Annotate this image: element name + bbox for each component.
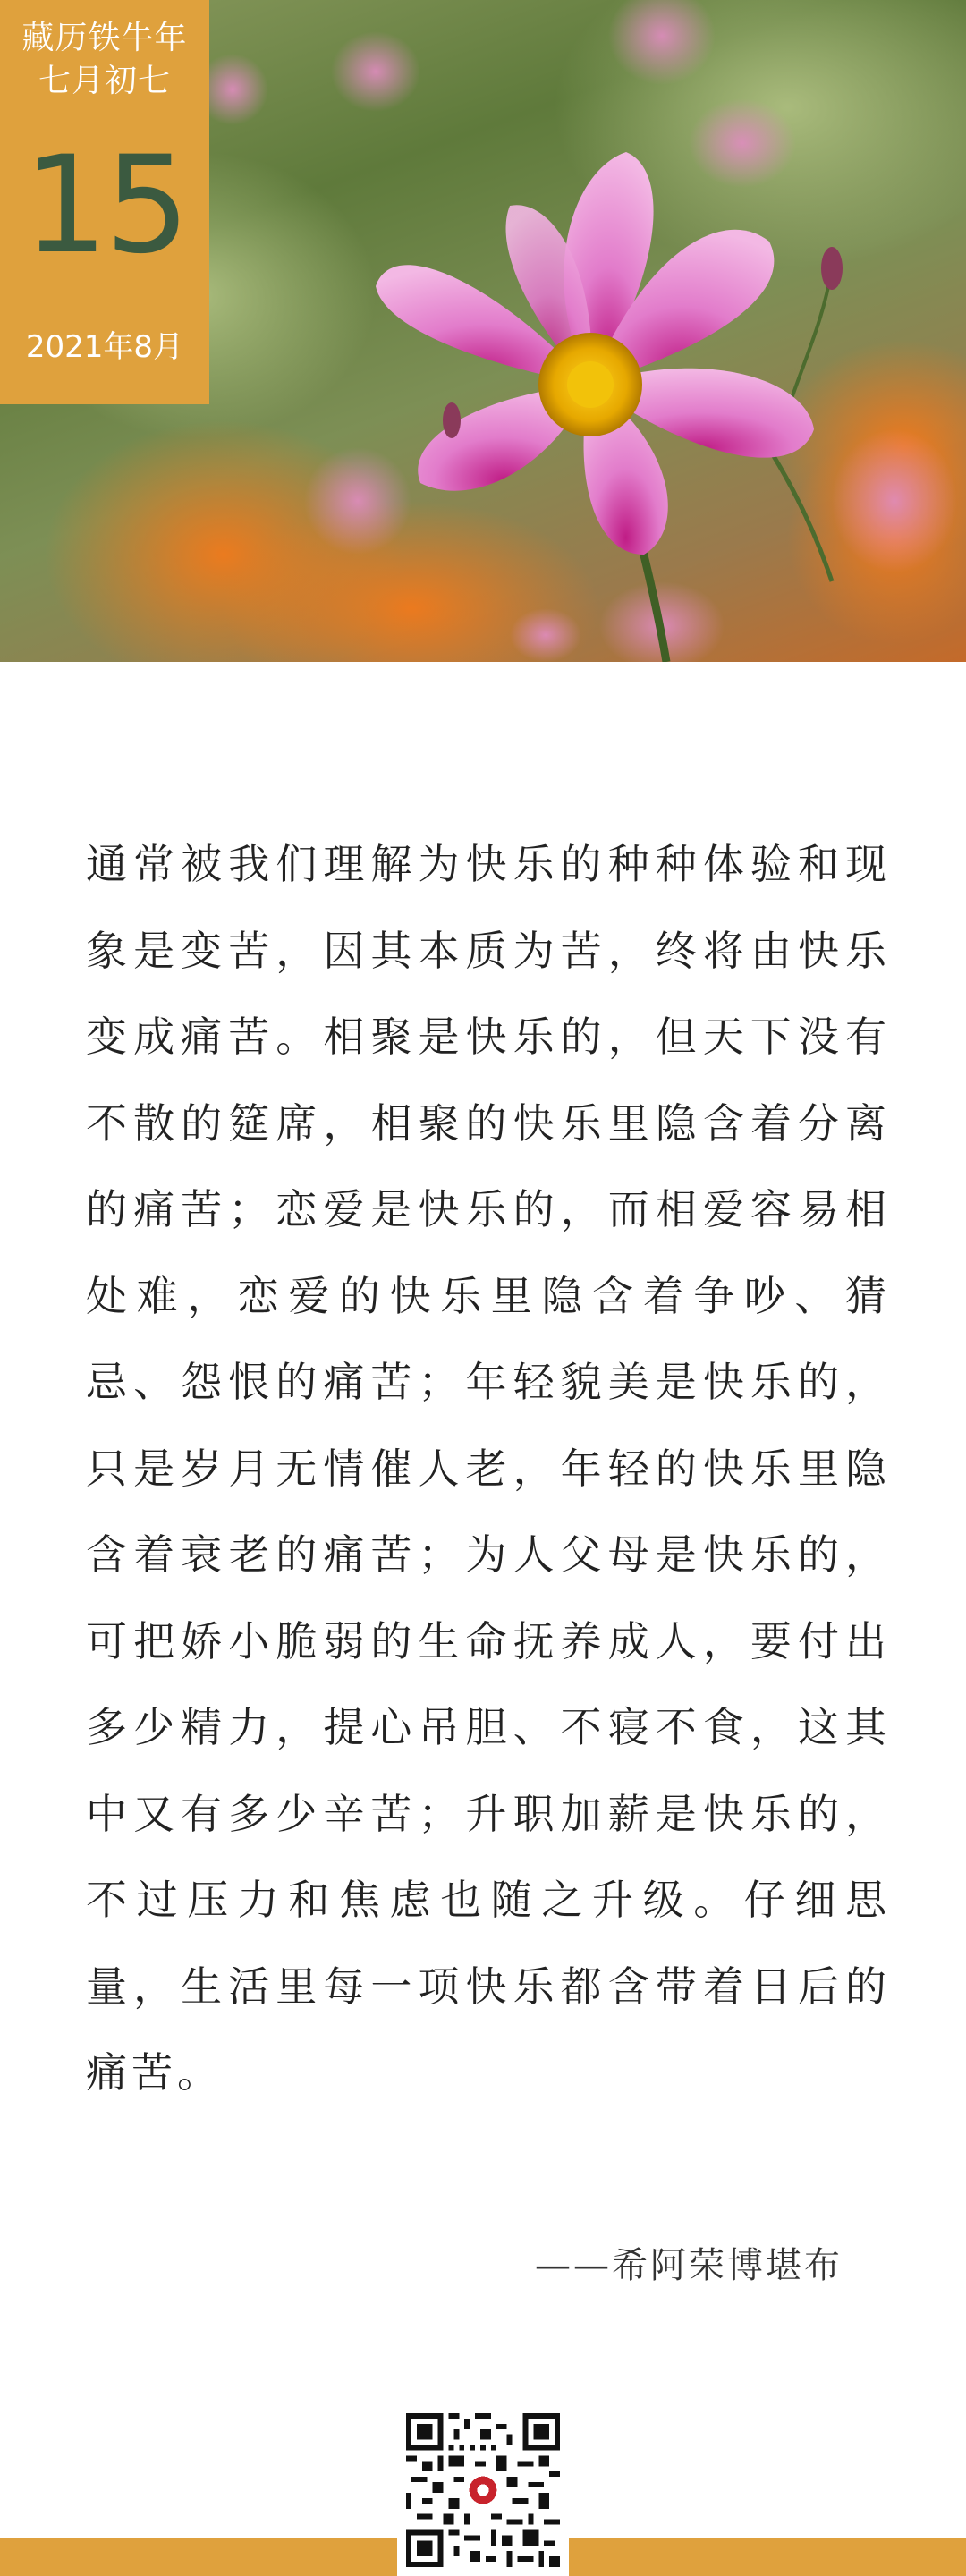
qr-code-icon [406, 2413, 560, 2567]
article-body: 通常被我们理解为快乐的种种体验和现象是变苦，因其本质为苦，终将由快乐变成痛苦。相聚是快乐的，但天下没有不散的筵席，相聚的快乐里隐含着分离的痛苦；恋爱是快乐的，而相爱容易相处难，恋爱的快乐里隐含着争吵、猜忌、怨恨的痛苦；年轻貌美是快乐的，只是岁月无情催人老，年轻的快乐里隐含着衰老的痛苦；为人父母是快乐的，可把娇小脆弱的生命抚养成人，要付出多少精力，提心吊胆、不寝不食，这其中又有多少辛苦；升职加薪是快乐的，不过压力和焦虑也随之升级。仔细思量，生活里每一项快乐都含带着日后的痛苦。 [86, 840, 891, 2097]
article-attribution: ——希阿荣博堪布 [535, 2245, 843, 2286]
qr-code[interactable] [397, 2408, 569, 2576]
year-month-label: 2021年8月 [25, 329, 184, 365]
day-number: 15 [22, 128, 187, 284]
date-badge [0, 0, 209, 404]
tibetan-year-label: 藏历铁牛年 [21, 20, 188, 56]
lunar-date-label: 七月初七 [38, 63, 171, 99]
